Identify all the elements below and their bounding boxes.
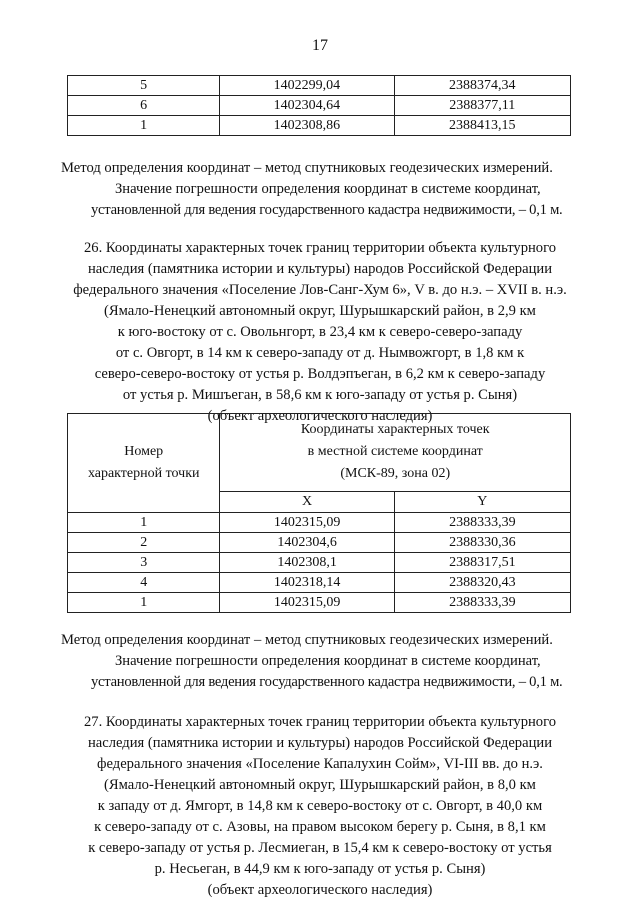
heading-line: федерального значения «Поселение Лов-Санг-Хум 6», V в. до н.э. – XVII в. н.э. xyxy=(73,282,567,298)
table-cell: 2388374,34 xyxy=(394,76,570,96)
heading-line: северо-северо-востоку от устья р. Волдэпъеган, в 6,2 км к северо-западу xyxy=(94,366,546,382)
table-row xyxy=(68,593,571,613)
header-x: X xyxy=(220,491,394,512)
table-cell: 2388330,36 xyxy=(394,533,570,553)
table-cell: 1402318,14 xyxy=(220,573,394,593)
heading-line: федерального значения «Поселение Капалухин Сойм», VI-III вв. до н.э. xyxy=(97,756,543,772)
table-cell: 2388317,51 xyxy=(394,553,570,573)
table-cell: 1402308,86 xyxy=(220,116,394,136)
section-27-heading xyxy=(0,712,640,901)
table-cell: 1402315,09 xyxy=(220,513,394,533)
heading-line: к северо-западу от устья р. Лесмиеган, в 15,4 км к северо-востоку от устья xyxy=(88,840,552,856)
heading-line: к юго-востоку от с. Овольнгорт, в 23,4 км к северо-северо-западу xyxy=(117,324,523,340)
table-row xyxy=(68,116,571,136)
heading-line: (Ямало-Ненецкий автономный округ, Шурышкарский район, в 8,0 км xyxy=(104,777,536,793)
page-number: 17 xyxy=(312,37,328,54)
heading-line: от устья р. Мишъеган, в 58,6 км к юго-западу от устья р. Сыня) xyxy=(122,387,518,403)
table-row xyxy=(68,553,571,573)
table-cell: 2388413,15 xyxy=(394,116,570,136)
header-coordinates xyxy=(220,414,571,492)
method-note xyxy=(0,630,640,693)
table-cell: 6 xyxy=(68,96,220,116)
table-cell: 2388377,11 xyxy=(394,96,570,116)
heading-line: к северо-западу от с. Азовы, на правом высоком берегу р. Сыня, в 8,1 км xyxy=(94,819,546,835)
table-cell: 1402308,1 xyxy=(220,553,394,573)
table-row xyxy=(68,533,571,553)
heading-line: наследия (памятника истории и культуры) народов Российской Федерации xyxy=(87,261,553,277)
table-row xyxy=(68,513,571,533)
heading-line: р. Несьеган, в 44,9 км к юго-западу от устья р. Сыня) xyxy=(154,861,486,877)
header-point-number xyxy=(68,414,220,513)
table-cell: 1402299,04 xyxy=(220,76,394,96)
table-header-row xyxy=(68,414,571,492)
header-y: Y xyxy=(394,491,570,512)
method-line: установленной для ведения государственного кадастра недвижимости, – 0,1 м. xyxy=(91,202,563,218)
header-text: характерной точки xyxy=(87,466,200,481)
header-text: Координаты характерных точек xyxy=(300,422,490,438)
coordinates-table-continued xyxy=(67,75,571,136)
method-line: Значение погрешности определения координат в системе координат, xyxy=(115,653,541,669)
table-cell: 2 xyxy=(68,533,220,553)
heading-line: наследия (памятника истории и культуры) народов Российской Федерации xyxy=(87,735,553,751)
method-note xyxy=(0,158,640,221)
table-cell: 1 xyxy=(68,513,220,533)
header-text: Номер xyxy=(124,444,164,459)
section-26-heading xyxy=(0,238,640,427)
heading-line: 26. Координаты характерных точек границ территории объекта культурного xyxy=(83,240,557,256)
table-row xyxy=(68,573,571,593)
table-cell: 5 xyxy=(68,76,220,96)
heading-line: к западу от д. Ямгорт, в 14,8 км к северо-востоку от с. Овгорт, в 40,0 км xyxy=(97,798,543,814)
table-cell: 1 xyxy=(68,116,220,136)
table-cell: 4 xyxy=(68,573,220,593)
method-line: установленной для ведения государственного кадастра недвижимости, – 0,1 м. xyxy=(91,674,563,690)
table-row xyxy=(68,76,571,96)
table-cell: 3 xyxy=(68,553,220,573)
table-cell: 2388320,43 xyxy=(394,573,570,593)
method-line: Метод определения координат – метод спутниковых геодезических измерений. xyxy=(61,632,553,648)
table-cell: 2388333,39 xyxy=(394,593,570,613)
heading-line: от с. Овгорт, в 14 км к северо-западу от д. Нымвожгорт, в 1,8 км к xyxy=(115,345,525,361)
heading-line: (объект археологического наследия) xyxy=(207,408,433,424)
heading-line: 27. Координаты характерных точек границ территории объекта культурного xyxy=(83,714,557,730)
header-text: в местной системе координат xyxy=(307,444,483,460)
heading-line: (объект археологического наследия) xyxy=(207,882,433,898)
method-line: Метод определения координат – метод спутниковых геодезических измерений. xyxy=(61,160,553,176)
heading-line: (Ямало-Ненецкий автономный округ, Шурышкарский район, в 2,9 км xyxy=(104,303,536,319)
table-row xyxy=(68,96,571,116)
table-cell: 2388333,39 xyxy=(394,513,570,533)
table-cell: 1402315,09 xyxy=(220,593,394,613)
table-cell: 1402304,6 xyxy=(220,533,394,553)
table-cell: 1 xyxy=(68,593,220,613)
table-cell: 1402304,64 xyxy=(220,96,394,116)
coordinates-table-26 xyxy=(67,413,571,613)
header-text: (МСК-89, зона 02) xyxy=(340,466,451,482)
method-line: Значение погрешности определения координат в системе координат, xyxy=(115,181,541,197)
